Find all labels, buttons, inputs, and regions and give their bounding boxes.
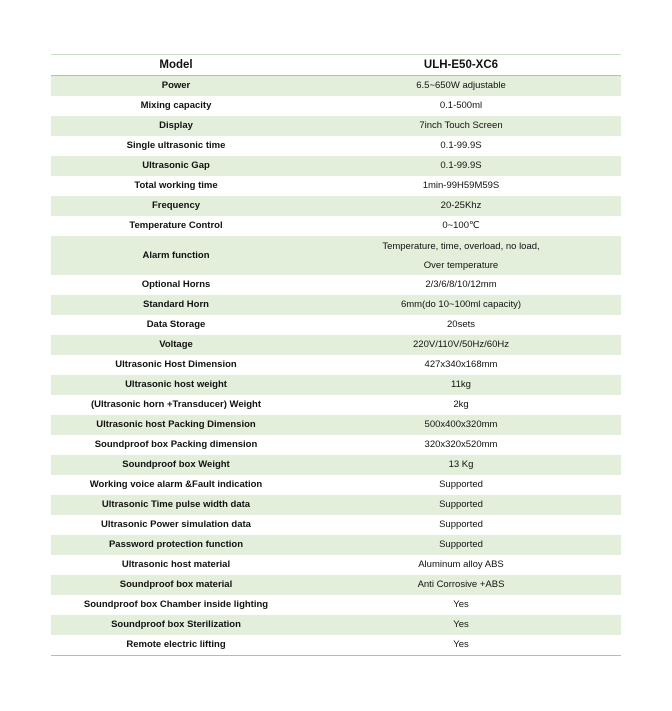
spec-label: Soundproof box Sterilization bbox=[111, 619, 241, 630]
spec-table bbox=[51, 54, 621, 656]
table-row bbox=[51, 635, 621, 656]
spec-value: 320x320x520mm bbox=[424, 439, 498, 450]
spec-value: Supported bbox=[439, 499, 483, 510]
table-row bbox=[51, 615, 621, 635]
spec-value: Yes bbox=[453, 639, 469, 650]
table-row bbox=[51, 515, 621, 535]
header-model-label: Model bbox=[51, 55, 301, 76]
table-row bbox=[51, 375, 621, 395]
table-row bbox=[51, 555, 621, 575]
spec-value: Yes bbox=[453, 599, 469, 610]
table-row bbox=[51, 295, 621, 315]
table-row bbox=[51, 176, 621, 196]
spec-value: Supported bbox=[439, 479, 483, 490]
table-row bbox=[51, 355, 621, 375]
spec-value: 1min-99H59M59S bbox=[422, 180, 500, 191]
table-row bbox=[51, 575, 621, 595]
spec-label: Mixing capacity bbox=[140, 100, 212, 111]
table-row bbox=[51, 395, 621, 415]
spec-value: 20sets bbox=[447, 319, 475, 330]
spec-rows bbox=[51, 76, 621, 656]
spec-label: Frequency bbox=[151, 200, 201, 211]
table-row bbox=[51, 455, 621, 475]
spec-label: Ultrasonic Power simulation data bbox=[101, 519, 251, 530]
spec-value: 7inch Touch Screen bbox=[419, 120, 503, 131]
header-row bbox=[51, 55, 621, 76]
spec-label: Working voice alarm &Fault indication bbox=[89, 479, 263, 490]
spec-value: 11kg bbox=[451, 379, 471, 390]
table-row bbox=[51, 156, 621, 176]
spec-label: Optional Horns bbox=[141, 279, 211, 290]
spec-label: Password protection function bbox=[108, 539, 244, 550]
spec-value: 20-25Khz bbox=[440, 200, 482, 211]
spec-value: 500x400x320mm bbox=[424, 419, 498, 430]
table-row bbox=[51, 335, 621, 355]
spec-label: Ultrasonic host material bbox=[121, 559, 231, 570]
spec-value: 13 Kg bbox=[448, 459, 474, 470]
spec-value: 6.5~650W adjustable bbox=[416, 80, 506, 91]
spec-value: Supported bbox=[439, 539, 483, 550]
spec-label: Ultrasonic host weight bbox=[125, 379, 227, 390]
spec-value: Anti Corrosive +ABS bbox=[417, 579, 505, 590]
spec-value-line: Temperature, time, overload, no load, bbox=[382, 240, 540, 252]
table-row bbox=[51, 96, 621, 116]
spec-label: (Ultrasonic horn +Transducer) Weight bbox=[90, 399, 262, 410]
table-row bbox=[51, 136, 621, 156]
spec-value: 220V/110V/50Hz/60Hz bbox=[413, 339, 509, 350]
spec-value: Yes bbox=[453, 619, 469, 630]
table-row bbox=[51, 475, 621, 495]
spec-label: Power bbox=[161, 80, 191, 91]
spec-label: Soundproof box Packing dimension bbox=[94, 439, 258, 450]
table-row bbox=[51, 216, 621, 236]
spec-label: Standard Horn bbox=[143, 299, 209, 310]
spec-label: Display bbox=[159, 120, 193, 131]
spec-label: Soundproof box Chamber inside lighting bbox=[83, 599, 269, 610]
spec-label: Remote electric lifting bbox=[126, 639, 226, 650]
spec-value-line: Over temperature bbox=[423, 259, 499, 271]
table-row bbox=[51, 76, 621, 97]
spec-value: 0.1-99.9S bbox=[440, 160, 482, 171]
table-row bbox=[51, 315, 621, 335]
spec-value: 0.1-500ml bbox=[439, 100, 483, 111]
spec-value: 427x340x168mm bbox=[424, 359, 498, 370]
table-row bbox=[51, 116, 621, 136]
spec-label: Soundproof box material bbox=[119, 579, 233, 590]
table-row bbox=[51, 415, 621, 435]
spec-value: Supported bbox=[439, 519, 483, 530]
table-row bbox=[51, 196, 621, 216]
spec-label: Soundproof box Weight bbox=[122, 459, 230, 470]
table-row bbox=[51, 236, 621, 275]
table-row bbox=[51, 435, 621, 455]
spec-label: Temperature Control bbox=[129, 220, 223, 231]
spec-label: Total working time bbox=[134, 180, 218, 191]
table-row bbox=[51, 275, 621, 295]
header-model-value: ULH-E50-XC6 bbox=[301, 55, 621, 76]
spec-label: Voltage bbox=[159, 339, 193, 350]
spec-value: 0.1-99.9S bbox=[440, 140, 482, 151]
table-row bbox=[51, 535, 621, 555]
spec-value: 2/3/6/8/10/12mm bbox=[425, 279, 497, 290]
spec-value: 0~100℃ bbox=[442, 220, 480, 231]
table-row bbox=[51, 595, 621, 615]
spec-label: Ultrasonic Host Dimension bbox=[115, 359, 237, 370]
spec-label: Ultrasonic Gap bbox=[142, 160, 210, 171]
spec-value bbox=[301, 236, 621, 275]
spec-value: 2kg bbox=[453, 399, 469, 410]
spec-label: Data Storage bbox=[146, 319, 206, 330]
spec-label: Single ultrasonic time bbox=[126, 140, 226, 151]
spec-value: 6mm(do 10~100ml capacity) bbox=[400, 299, 522, 310]
spec-label: Alarm function bbox=[142, 249, 210, 261]
spec-label: Ultrasonic host Packing Dimension bbox=[96, 419, 256, 430]
table-row bbox=[51, 495, 621, 515]
spec-label: Ultrasonic Time pulse width data bbox=[101, 499, 251, 510]
spec-value: Aluminum alloy ABS bbox=[418, 559, 504, 570]
